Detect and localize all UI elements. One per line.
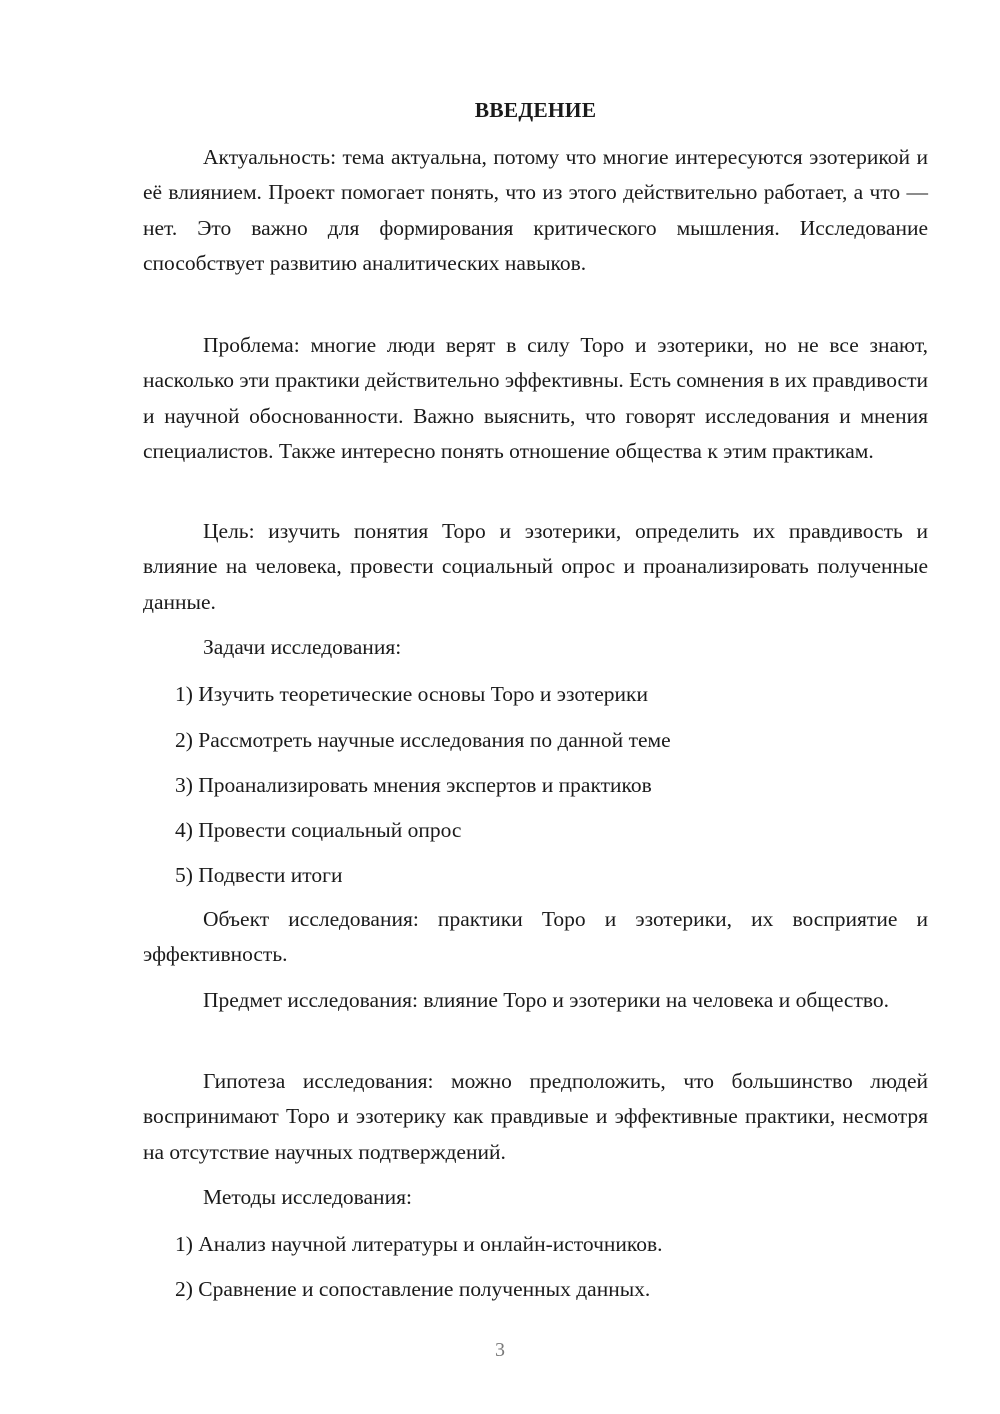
method-item: 1) Анализ научной литературы и онлайн-источников. [175,1232,663,1256]
tasks-title: Задачи исследования: [203,635,402,659]
task-item: 3) Проанализировать мнения экспертов и практиков [175,773,652,797]
section-heading: ВВЕДЕНИЕ [474,98,597,122]
hypothesis-paragraph: Гипотеза исследования: можно предположить, что большинство людей воспринимают Торо и эзотерику как правдивые и эффективные практики, несмотря на отсутствие научных подтверждений. [143,1069,928,1164]
object-paragraph: Объект исследования: практики Торо и эзотерики, их восприятие и эффективность. [143,907,928,967]
subject-paragraph: Предмет исследования: влияние Торо и эзотерики на человека и общество. [203,988,889,1012]
problem-paragraph: Проблема: многие люди верят в силу Торо и эзотерики, но не все знают, насколько эти практики действительно эффективны. Есть сомнения в их правдивости и научной обоснованности. Важно выяснить, что говорят исследования и мнения специалистов. Также интересно понять отношение общества к этим практикам. [143,333,928,463]
goal-paragraph: Цель: изучить понятия Торо и эзотерики, определить их правдивость и влияние на человека, провести социальный опрос и проанализировать полученные данные. [143,519,928,614]
task-item: 1) Изучить теоретические основы Торо и эзотерики [175,682,648,706]
task-item: 2) Рассмотреть научные исследования по данной теме [175,728,671,752]
methods-title: Методы исследования: [203,1185,412,1209]
page-number: 3 [495,1339,505,1361]
method-item: 2) Сравнение и сопоставление полученных данных. [175,1277,651,1301]
task-item: 5) Подвести итоги [175,863,343,887]
task-item: 4) Провести социальный опрос [175,818,462,842]
relevance-paragraph: Актуальность: тема актуальна, потому что многие интересуются эзотерикой и её влиянием. Проект помогает понять, что из этого действительно работает, а что — нет. Это важно для формирования критического мышления. Исследование способствует развитию аналитических навыков. [143,145,928,275]
